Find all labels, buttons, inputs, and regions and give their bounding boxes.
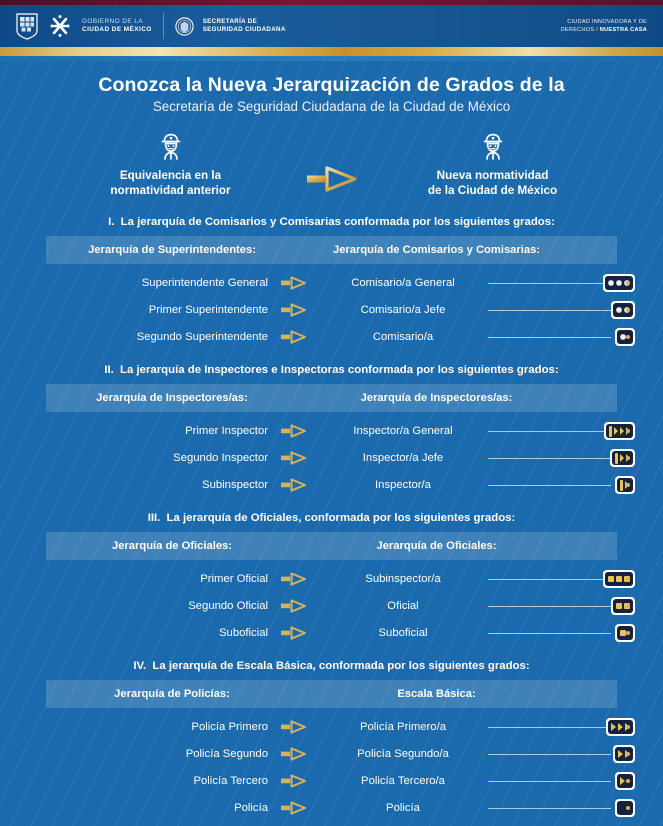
tagline-line-2-bold: NUESTRA CASA [599, 27, 647, 33]
rank-section [0, 503, 663, 651]
insignia-bar [620, 480, 623, 491]
gov-line-1: GOBIERNO DE LA [82, 17, 143, 25]
rank-row [0, 768, 663, 795]
section-heading-text: La jerarquía de Inspectores e Inspectoras conformada por los siguientes grados: [120, 363, 559, 376]
rank-insignia-cell [615, 476, 663, 494]
rank-insignia [613, 745, 635, 763]
column-header-old: Jerarquía de Inspectores/as: [96, 391, 248, 404]
rank-insignia-inner [617, 774, 633, 788]
ssc-logo-text [203, 18, 286, 35]
rank-section [0, 651, 663, 826]
section-number: I. [108, 215, 115, 228]
rank-insignia-cell [615, 449, 663, 467]
rank-row [0, 297, 663, 324]
equivalence-arrow-icon [268, 303, 320, 317]
rank-insignia-cell [615, 745, 663, 763]
ssc-seal-icon [175, 17, 194, 36]
column-header-new: Jerarquía de Comisarios y Comisarias: [332, 243, 541, 256]
insignia-chevron [614, 427, 618, 435]
insignia-button [626, 779, 630, 783]
rank-insignia-inner [605, 572, 633, 586]
rank-insignia [611, 301, 635, 319]
rank-insignia-inner [605, 276, 633, 290]
rank-rows [0, 412, 663, 503]
header-divider [163, 13, 164, 39]
section-heading-text: La jerarquía de Comisarios y Comisarias conformada por los siguientes grados: [120, 215, 555, 228]
old-rank-label: Segundo Inspector [173, 452, 268, 465]
new-rank-label: Comisario/a General [351, 277, 455, 290]
legend-old-label [53, 169, 289, 199]
equivalence-arrow-icon [268, 330, 320, 344]
new-rank-label: Inspector/a General [353, 425, 453, 438]
leader-line [488, 606, 611, 608]
rank-insignia-inner [612, 451, 633, 465]
equivalence-arrow-icon [268, 451, 320, 465]
rank-rows [0, 264, 663, 355]
equivalence-arrow-icon [268, 801, 320, 815]
tagline-line-2-normal: DERECHOS / [560, 27, 600, 33]
insignia-square [616, 576, 622, 582]
insignia-button [626, 483, 630, 487]
leader-line [488, 337, 611, 339]
section-heading-text: La jerarquía de Escala Básica, conformada por los siguientes grados: [152, 659, 530, 672]
insignia-chevron [620, 454, 624, 462]
new-rank-label: Policía [386, 802, 420, 815]
rank-insignia [615, 772, 635, 790]
column-header-old: Jerarquía de Superintendentes: [88, 243, 256, 256]
rank-row [0, 418, 663, 445]
rank-row [0, 566, 663, 593]
gold-divider-bar [0, 47, 663, 56]
rank-insignia [603, 274, 635, 292]
insignia-bar [615, 453, 618, 464]
rank-row [0, 324, 663, 351]
equivalence-arrow-icon [268, 478, 320, 492]
insignia-button [626, 335, 630, 339]
new-rank-label: Oficial [387, 600, 419, 613]
gov-header-bar [0, 5, 663, 47]
rank-insignia-inner [608, 720, 633, 734]
gov-line-2: CIUDAD DE MÉXICO [82, 26, 152, 33]
new-rank-label: Inspector/a Jefe [362, 452, 444, 465]
rank-row [0, 472, 663, 499]
insignia-button [626, 281, 630, 285]
rank-insignia-inner [617, 801, 633, 815]
leader-line [488, 431, 611, 433]
rank-insignia [610, 449, 635, 467]
new-rank-label: Suboficial [378, 627, 428, 640]
rank-insignia [615, 799, 635, 817]
insignia-chevron [620, 777, 625, 785]
rank-row [0, 620, 663, 647]
column-header-old: Jerarquía de Policías: [114, 687, 230, 700]
legend-row [0, 120, 663, 207]
old-rank-label: Superintendente General [141, 277, 268, 290]
legend-old-line-1: Equivalencia en la [119, 169, 222, 182]
insignia-button [626, 725, 630, 729]
new-rank-label: Policía Primero/a [359, 721, 446, 734]
equivalence-arrow-icon [268, 276, 320, 290]
insignia-button [626, 456, 630, 460]
rank-insignia-inner [617, 330, 633, 344]
rank-insignia-cell [615, 772, 663, 790]
rank-row [0, 593, 663, 620]
equivalence-arrow-icon [268, 599, 320, 613]
insignia-dot [616, 280, 622, 286]
rank-insignia-cell [615, 597, 663, 615]
leader-line [488, 283, 611, 285]
leader-line [488, 458, 611, 460]
ssc-line-1: SECRETARÍA DE [202, 17, 258, 25]
insignia-button [626, 604, 630, 608]
new-rank-label: Subinspector/a [365, 573, 441, 586]
rank-insignia-cell [615, 799, 663, 817]
column-header-new: Jerarquía de Oficiales: [376, 539, 497, 552]
insignia-button [626, 806, 630, 810]
rank-insignia-cell [615, 422, 663, 440]
section-heading [0, 651, 663, 680]
old-rank-label: Primer Oficial [200, 573, 268, 586]
column-header-band [46, 236, 617, 264]
cdmx-logo-icon [47, 13, 73, 39]
legend-new-label [375, 169, 611, 199]
new-rank-label: Comisario/a Jefe [360, 304, 446, 317]
section-heading [0, 355, 663, 384]
rank-insignia [611, 597, 635, 615]
rank-insignia [603, 570, 635, 588]
equivalence-arrow-icon [268, 572, 320, 586]
rank-insignia [615, 476, 635, 494]
rank-insignia [606, 718, 635, 736]
rank-section [0, 355, 663, 503]
coat-of-arms-icon [16, 13, 38, 40]
rank-insignia [615, 328, 635, 346]
sections-container [0, 207, 663, 826]
legend-arrow [289, 129, 375, 193]
rank-insignia-cell [615, 624, 663, 642]
rank-insignia-cell [615, 274, 663, 292]
section-heading-text: La jerarquía de Oficiales, conformada por los siguientes grados: [166, 511, 516, 524]
old-rank-label: Primer Superintendente [148, 304, 268, 317]
rank-rows [0, 708, 663, 826]
leader-line [488, 579, 611, 581]
rank-insignia-inner [613, 303, 633, 317]
leader-line [488, 485, 611, 487]
section-heading [0, 503, 663, 532]
rank-insignia-inner [615, 747, 633, 761]
section-number: IV. [133, 659, 147, 672]
rank-row [0, 741, 663, 768]
insignia-chevron [618, 750, 623, 758]
column-header-band [46, 384, 617, 412]
old-rank-label: Segundo Superintendente [136, 331, 268, 344]
new-rank-label: Inspector/a [375, 479, 431, 492]
insignia-chevron [618, 723, 623, 731]
tagline-line-2 [561, 26, 647, 34]
rank-insignia [615, 624, 635, 642]
insignia-button [626, 752, 630, 756]
insignia-button [626, 631, 630, 635]
page-subtitle: Secretaría de Seguridad Ciudadana de la Ciudad de México [152, 99, 511, 114]
insignia-chevron [611, 723, 616, 731]
insignia-square [608, 576, 614, 582]
equivalence-arrow-icon [268, 626, 320, 640]
rank-insignia-cell [615, 570, 663, 588]
equivalence-arrow-icon [268, 720, 320, 734]
rank-row [0, 270, 663, 297]
rank-insignia-cell [615, 328, 663, 346]
rank-insignia-inner [613, 599, 633, 613]
equivalence-arrow-icon [268, 774, 320, 788]
rank-row [0, 714, 663, 741]
old-rank-label: Policía Segundo [185, 748, 268, 761]
page-title-block [0, 61, 663, 120]
government-logo-text [82, 18, 152, 35]
insignia-dot [616, 307, 622, 313]
insignia-bar [609, 426, 612, 437]
new-rank-label: Policía Segundo/a [357, 748, 449, 761]
ssc-line-2: SEGURIDAD CIUDADANA [202, 26, 286, 33]
old-rank-label: Primer Inspector [185, 425, 268, 438]
rank-section [0, 207, 663, 355]
section-number: II. [104, 363, 114, 376]
rank-insignia-inner [617, 626, 633, 640]
legend-new-line-2: de la Ciudad de México [427, 183, 558, 197]
column-header-new: Jerarquía de Inspectores/as: [360, 391, 513, 404]
rank-insignia-cell [615, 718, 663, 736]
column-header-band [46, 680, 617, 708]
leader-line [488, 808, 611, 810]
leader-line [488, 310, 611, 312]
rank-insignia-inner [617, 478, 633, 492]
section-heading [0, 207, 663, 236]
equivalence-arrow-icon [268, 424, 320, 438]
old-rank-label: Policía Tercero [193, 775, 268, 788]
column-header-old: Jerarquía de Oficiales: [111, 539, 232, 552]
leader-line [488, 727, 611, 729]
government-logo-group [16, 13, 152, 40]
legend-old-line-2: normatividad anterior [110, 183, 231, 197]
new-rank-label: Policía Tercero/a [361, 775, 445, 788]
leader-line [488, 781, 611, 783]
old-rank-label: Suboficial [219, 627, 268, 640]
insignia-button [626, 429, 630, 433]
column-header-new: Escala Básica: [397, 687, 476, 700]
rank-insignia-inner [606, 424, 633, 438]
leader-line [488, 633, 611, 635]
legend-new-line-1: Nueva normatividad [436, 169, 549, 182]
insignia-square [616, 603, 622, 609]
legend-new-column [375, 129, 611, 199]
rank-row [0, 445, 663, 472]
tagline-line-1: CIUDAD INNOVADORA Y DE [567, 18, 647, 25]
section-number: III. [147, 511, 161, 524]
insignia-chevron [620, 427, 624, 435]
old-rank-label: Policía Primero [191, 721, 268, 734]
police-officer-icon-right [375, 129, 611, 163]
equivalence-arrow-icon [268, 747, 320, 761]
leader-line [488, 754, 611, 756]
infographic-body [0, 61, 663, 826]
police-officer-icon-left [53, 129, 289, 163]
insignia-button [626, 308, 630, 312]
ssc-logo-group [175, 17, 286, 36]
insignia-button [626, 577, 630, 581]
old-rank-label: Policía [234, 802, 268, 815]
rank-insignia-cell [615, 301, 663, 319]
rank-rows [0, 560, 663, 651]
old-rank-label: Subinspector [202, 479, 268, 492]
city-tagline [561, 18, 647, 34]
legend-old-column [53, 129, 289, 199]
new-rank-label: Comisario/a [372, 331, 434, 344]
old-rank-label: Segundo Oficial [188, 600, 268, 613]
page-title: Conozca la Nueva Jerarquización de Grados de la [98, 74, 565, 96]
column-header-band [46, 532, 617, 560]
insignia-dot [608, 280, 614, 286]
rank-insignia [604, 422, 635, 440]
